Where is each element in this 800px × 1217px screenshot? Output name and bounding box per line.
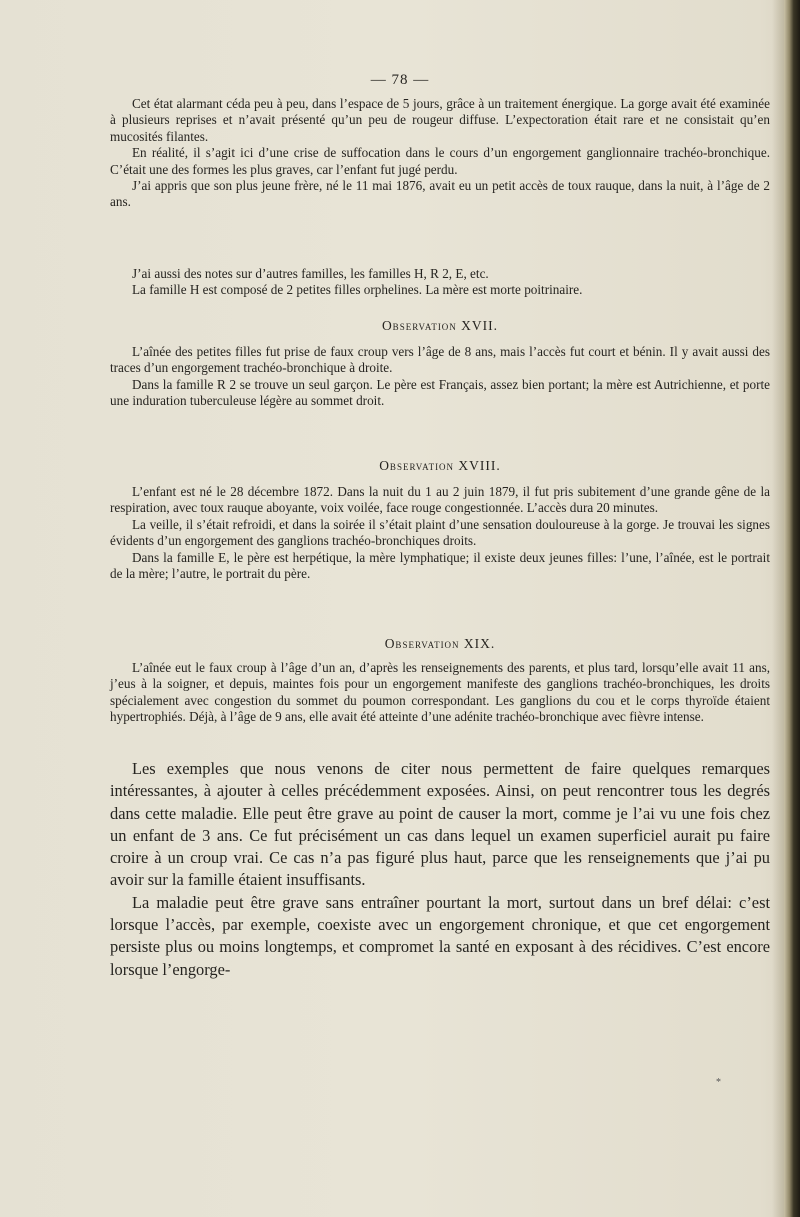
paragraph: L’aînée des petites filles fut prise de faux croup vers l’âge de 8 ans, mais l’accès fut court et bénin. Il y avait aussi des traces d’un engorgement trachéo-bronchique à droite. bbox=[110, 344, 770, 376]
paragraph: Cet état alarmant céda peu à peu, dans l’espace de 5 jours, grâce à un traitement énergique. La gorge avait été examinée à plusieurs reprises et n’avait présenté qu’un peu de rougeur diffuse. L’expectoration était rare et ne consistait qu’en mucosités filantes. bbox=[110, 96, 770, 144]
paragraph: J’ai aussi des notes sur d’autres familles, les familles H, R 2, E, etc. bbox=[132, 266, 489, 281]
page-binding-edge bbox=[784, 0, 800, 1217]
page-shadow bbox=[772, 0, 784, 1217]
paragraph: L’aînée eut le faux croup à l’âge d’un an, d’après les renseignements des parents, et plus tard, lorsqu’elle avait 11 ans, j’eus à la soigner, et depuis, maintes fois pour un engorgement manifeste des ganglions trachéo-bronchiques, les droits spécialement avec congestion du sommet du poumon correspondant. Les ganglions du cou et le corps thyroïde étaient hypertrophiés. Déjà, à l’âge de 9 ans, elle avait été atteinte d’une adénite trachéo-bronchique avec fièvre intense. bbox=[110, 660, 770, 725]
paragraph: Dans la famille E, le père est herpétique, la mère lymphatique; il existe deux jeunes filles: l’une, l’aînée, est le portrait de la mère; l’autre, le portrait du père. bbox=[110, 549, 770, 582]
observation-heading: Observation XIX. bbox=[384, 636, 496, 651]
observation-19 bbox=[110, 660, 770, 726]
observation-18 bbox=[110, 484, 770, 582]
ink-mark: * bbox=[716, 1077, 721, 1088]
paragraph: Dans la famille R 2 se trouve un seul garçon. Le père est Français, assez bien portant; la mère est Autrichienne, et porte une induration tuberculeuse légère au sommet droit. bbox=[110, 376, 770, 409]
paragraph: En réalité, il s’agit ici d’une crise de suffocation dans le cours d’un engorgement ganglionnaire trachéo-bronchique. C’était une des formes les plus graves, car l’enfant fut jugé perdu. bbox=[110, 145, 770, 177]
observation-17 bbox=[110, 344, 770, 410]
top-section bbox=[110, 96, 770, 211]
families-section bbox=[110, 266, 770, 299]
observation-heading: Observation XVIII. bbox=[379, 458, 501, 473]
paragraph: J’ai appris que son plus jeune frère, né le 11 mai 1876, avait eu un petit accès de toux rauque, dans la nuit, à l’âge de 2 ans. bbox=[110, 178, 770, 210]
paragraph: Les exemples que nous venons de citer nous permettent de faire quelques remarques intéressantes, à ajouter à celles précédemment exposées. Ainsi, on peut rencontrer tous les degrés dans cette maladie. Elle peut être grave au point de causer la mort, comme je l’ai vu une fois chez un enfant de 3 ans. Ce fut précisément un cas dans lequel un examen superficiel aurait pu faire croire à un croup vrai. Ce cas n’a pas figuré plus haut, parce que les renseignements que j’ai pu avoir sur la famille étaient insuffisants. bbox=[110, 759, 770, 890]
paragraph: L’enfant est né le 28 décembre 1872. Dans la nuit du 1 au 2 juin 1879, il fut pris subitement d’une grande gêne de la respiration, avec toux rauque aboyante, voix voilée, face rouge congestionnée. L’accès dura 20 minutes. bbox=[110, 484, 770, 516]
paragraph: La maladie peut être grave sans entraîner pourtant la mort, surtout dans un bref délai: c’est lorsque l’accès, par exemple, coexiste avec un engorgement chronique, et que cet engorgement persiste plus ou moins longtemps, et compromet la santé en exposant à des récidives. C’est encore lorsque l’engorge- bbox=[110, 892, 770, 979]
paragraph: La famille H est composé de 2 petites filles orphelines. La mère est morte poitrinaire. bbox=[132, 282, 583, 298]
observation-heading: Observation XVII. bbox=[381, 318, 499, 333]
page-number: — 78 — bbox=[370, 72, 430, 88]
conclusion-section bbox=[110, 758, 770, 981]
paragraph: La veille, il s’était refroidi, et dans la soirée il s’était plaint d’une sensation douloureuse à la gorge. Je trouvai les signes évidents d’un engorgement des ganglions trachéo-bronchiques droits. bbox=[110, 516, 770, 549]
